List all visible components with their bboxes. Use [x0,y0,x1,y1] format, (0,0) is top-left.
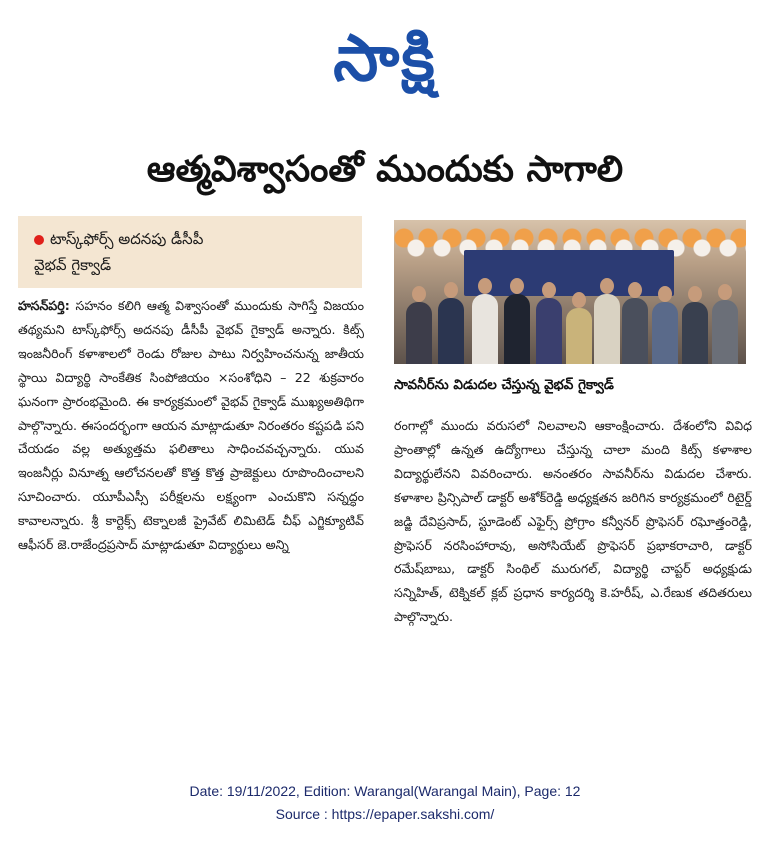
red-bullet-icon [34,235,44,245]
person-figure [406,302,432,364]
subhead-text-1: టాస్క్‌ఫోర్స్ అదనపు డీసీపీ [50,230,204,248]
person-head [542,282,556,298]
person-head [478,278,492,294]
article-headline: ఆత్మవిశ్వాసంతో ముందుకు సాగాలి [146,149,624,190]
photo-caption: సావనీర్‌ను విడుదల చేస్తున్న వైభవ్ గైక్వాడ్ [394,377,614,393]
person-figure [712,300,738,364]
person-figure [472,294,498,364]
subhead-box [18,216,362,288]
person-figure [566,308,592,364]
footer-edition-info: Date: 19/11/2022, Edition: Warangal(Warangal Main), Page: 12 [189,783,581,799]
person-head [600,278,614,294]
footer-source: Source : https://epaper.sakshi.com/ [275,806,495,822]
article-right-column: రంగాల్లో ముందు వరుసలో నిలవాలని ఆకాంక్షించారు. దేశంలోని వివిధ ప్రాంతాల్లో ఉన్నత ఉద్యోగాలు చేస్తున్న చాలా మంది కిట్స్ కళాశాల విద్యార్థులేనని వివరించారు. అనంతరం సావనీర్‌ను విడుదల చేశారు. కళాశాల ప్రిన్సిపాల్ డాక్టర్ అశోక్‌రెడ్డి అధ్యక్షతన జరిగిన కార్యక్రమంలో రిటైర్డ్ జడ్జి దేవిప్రసాద్, స్టూడెంట్ ఎఫైర్స్ ప్రోగ్రాం కన్వీనర్ ప్రొఫెసర్ రఘోత్తంరెడ్డి, ప్రొఫెసర్ నరసింహారావు, అసోసియేట్ ప్రొఫెసర్ ప్రభాకరాచారి, డాక్టర్ రమేష్‌బాబు, డాక్టర్ సింథిల్ మురుగల్, విద్యార్థి చాప్టర్ అధ్యక్షుడు సన్నిహిత్, టెక్నికల్ క్లబ్ ప్రధాన కార్యదర్శి కె.హరీష్, ఎ.రేణుక తదితరులు పాల్గొన్నారు. [394,418,752,625]
newspaper-logo: సాక్షి [333,22,437,96]
person-figure [504,294,530,364]
subhead-line-2: వైభవ్ గైక్వాడ్ [34,256,112,274]
person-head [444,282,458,298]
left-column-text: సహనం కలిగి ఆత్మ విశ్వాసంతో ముందుకు సాగిస్తే విజయం తథ్యమని టాస్క్‌ఫోర్స్ అదనపు డీసీపీ వైభవ్ గైక్వాడ్ అన్నారు. కిట్స్ ఇంజనీరింగ్ కళాశాలలో రెండు రోజుల పాటు నిర్వహించనున్న జాతీయ స్థాయి విద్యార్థి సాంకేతిక సింపోజియం ×సంశోధిని – 22 శుక్రవారం ఘనంగా ప్రారంభమైంది. ఈ కార్యక్రమంలో వైభవ్ గైక్వాడ్ ముఖ్యఅతిథిగా పాల్గొన్నారు. ఈసందర్భంగా ఆయన మాట్లాడుతూ నిరంతరం కష్టపడి పని చేయడం వల్ల అత్యుత్తమ ఫలితాలు సాధించవచ్చన్నారు. యువ ఇంజనీర్లు వినూత్న ఆలోచనలతో కొత్త కొత్త ప్రాజెక్టులు రూపొందించాలని సూచించారు. యూపీఎస్సీ పరీక్షలను లక్ష్యంగా ఎంచుకొని సన్నద్ధం కావాలన్నారు. శ్రీ కార్టెక్స్ టెక్నాలజీ ప్రైవేట్ లిమిటెడ్ చీఫ్ ఎగ్జిక్యూటివ్ ఆఫీసర్ జె.రాజేంద్రప్రసాద్ మాట్లాడుతూ విద్యార్థులు అన్ని [18,298,364,553]
person-figure [438,298,464,364]
person-head [572,292,586,308]
person-head [628,282,642,298]
person-figure [594,294,620,364]
person-figure [682,302,708,364]
article-left-column [18,294,364,750]
subhead-line-1 [34,226,346,252]
person-head [718,284,732,300]
person-head [688,286,702,302]
stage-banner [464,250,674,296]
event-photo [394,220,746,364]
person-head [412,286,426,302]
person-figure [536,298,562,364]
person-head [658,286,672,302]
person-figure [622,298,648,364]
person-figure [652,302,678,364]
person-head [510,278,524,294]
dateline: హసన్‌పర్తి: [18,298,70,313]
